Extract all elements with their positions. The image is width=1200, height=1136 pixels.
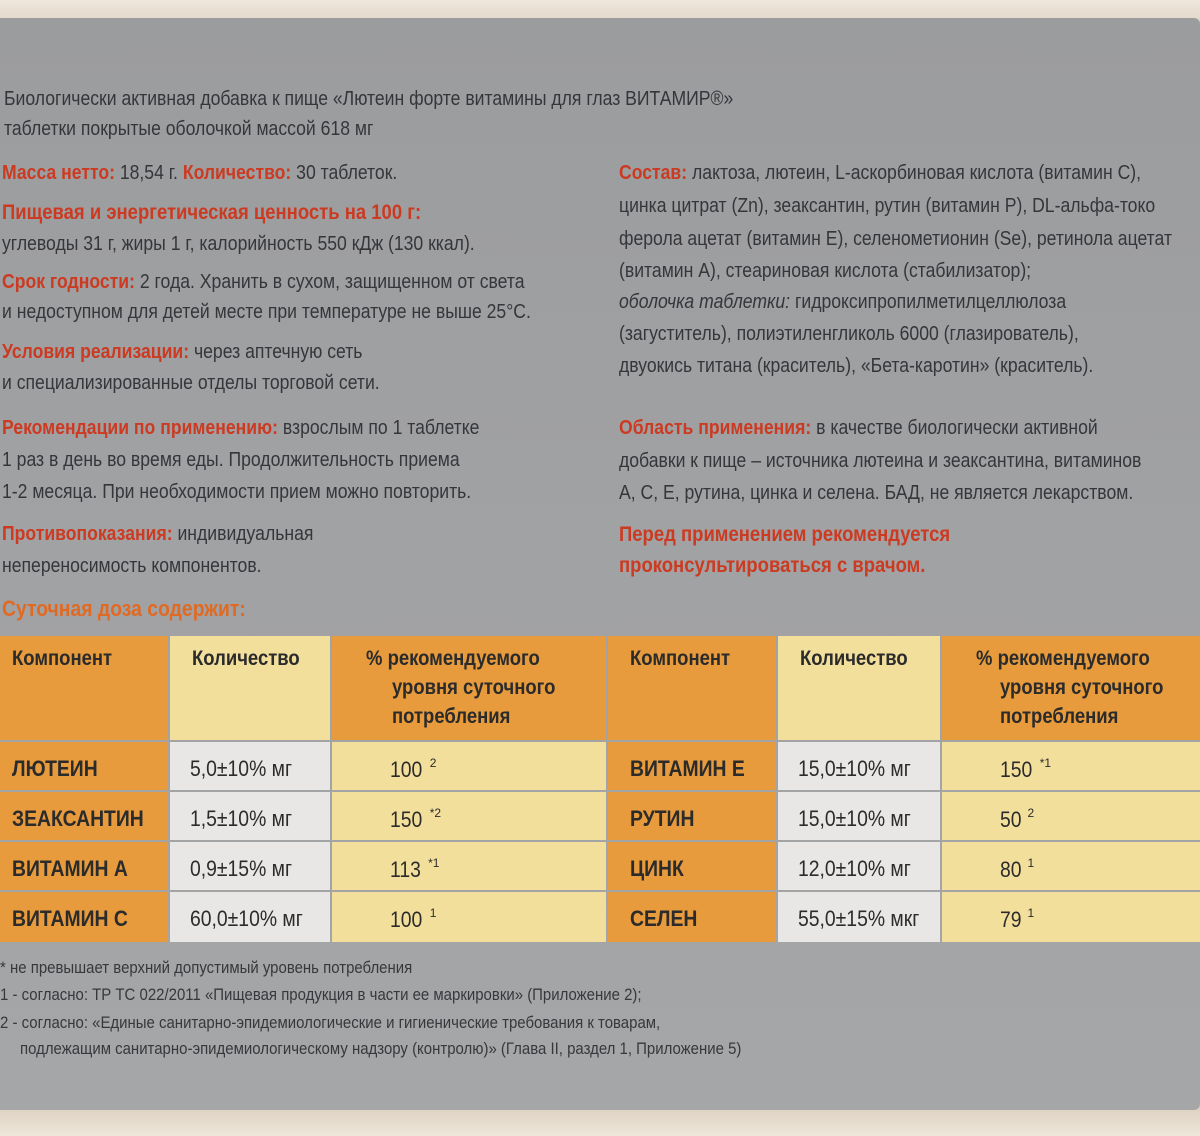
shelf-life-line-2: и недоступном для детей месте при температуре не выше 25°С.: [2, 301, 531, 323]
row-amount-vitamin-e: 15,0±10% мг: [778, 742, 940, 790]
row-pct-vitamin-e: 150 $^{*1}$: [942, 742, 1200, 790]
contra-line-1: [2, 519, 313, 549]
daily-dose-table: [0, 636, 1200, 942]
row-pct-lutein: 100 $^2$: [332, 742, 606, 790]
footnote-1: 1 - согласно: ТР ТС 022/2011 «Пищевая продукция в части ее маркировки» (Приложение 2);: [0, 985, 642, 1004]
row-name-zeaxanthin: ЗЕАКСАНТИН: [0, 792, 168, 840]
sale-label: Условия реализации:: [2, 341, 190, 363]
row-name-vitamin-c: ВИТАМИН С: [0, 892, 168, 942]
mass-label: Масса нетто:: [2, 162, 115, 184]
mass-line: [2, 158, 397, 188]
row-pct-vitamin-a: 113 $^{*1}$: [332, 842, 606, 890]
row-name-vitamin-e: ВИТАМИН Е: [608, 742, 776, 790]
usage-line-1: [2, 413, 479, 443]
header-component-left: Компонент: [0, 636, 168, 740]
footnote-asterisk: * не превышает верхний допустимый уровень потребления: [0, 958, 413, 977]
sale-line-2: и специализированные отделы торговой сети.: [2, 372, 380, 394]
composition-line-1: [619, 158, 1141, 188]
warning-line-1: Перед применением рекомендуется: [619, 523, 951, 546]
footnote-2: 2 - согласно: «Единые санитарно-эпидемиологические и гигиенические требования к товарам,: [0, 1013, 661, 1032]
row-amount-selenium: 55,0±15% мкг: [778, 892, 940, 942]
row-pct-zinc: 80 $^1$: [942, 842, 1200, 890]
sale-value: через аптечную сеть: [189, 341, 363, 363]
row-amount-rutin: 15,0±10% мг: [778, 792, 940, 840]
usage-line-3: 1-2 месяца. При необходимости прием можно повторить.: [2, 481, 472, 503]
composition-line-6: (загуститель), полиэтиленгликоль 6000 (глазирователь),: [619, 323, 1079, 345]
row-amount-vitamin-a: 0,9±15% мг: [170, 842, 330, 890]
mass-value: 18,54 г.: [114, 162, 178, 184]
composition-line-7: двуокись титана (краситель), «Бета-каротин» (краситель).: [619, 355, 1094, 377]
nutrition-value: углеводы 31 г, жиры 1 г, калорийность 550 кДж (130 ккал).: [2, 233, 475, 255]
row-name-lutein: ЛЮТЕИН: [0, 742, 168, 790]
warning-line-2: проконсультироваться с врачом.: [619, 554, 926, 577]
header-amount-left: Количество: [170, 636, 330, 740]
header-component-right: Компонент: [608, 636, 776, 740]
coating-label: оболочка таблетки:: [619, 291, 791, 313]
composition-text-1: лактоза, лютеин, L-аскорбиновая кислота (витамин С),: [687, 162, 1142, 184]
row-pct-zeaxanthin: 150 $^{*2}$: [332, 792, 606, 840]
composition-line-5: [619, 287, 1066, 317]
row-amount-zeaxanthin: 1,5±10% мг: [170, 792, 330, 840]
area-line-1: [619, 413, 1098, 443]
row-name-vitamin-a: ВИТАМИН А: [0, 842, 168, 890]
row-pct-rutin: 50 $^2$: [942, 792, 1200, 840]
header-pct-right: % рекомендуемого уровня суточного потребления: [942, 636, 1200, 740]
area-text-1: в качестве биологически активной: [811, 417, 1098, 439]
row-pct-selenium: 79 $^1$: [942, 892, 1200, 942]
header-pct-left: % рекомендуемого уровня суточного потребления: [332, 636, 606, 740]
quantity-value: 30 таблеток.: [291, 162, 398, 184]
row-pct-vitamin-c: 100 $^1$: [332, 892, 606, 942]
row-name-zinc: ЦИНК: [608, 842, 776, 890]
usage-label: Рекомендации по применению:: [2, 417, 278, 439]
row-amount-zinc: 12,0±10% мг: [778, 842, 940, 890]
daily-dose-title: Суточная доза содержит:: [2, 596, 246, 621]
sale-line-1: [2, 337, 362, 367]
row-amount-lutein: 5,0±10% мг: [170, 742, 330, 790]
row-name-rutin: РУТИН: [608, 792, 776, 840]
row-name-selenium: СЕЛЕН: [608, 892, 776, 942]
footnote-2-continued: подлежащим санитарно-эпидемиологическому надзору (контролю)» (Глава II, раздел 1, Приложение 5): [20, 1039, 742, 1058]
composition-line-4: (витамин А), стеариновая кислота (стабилизатор);: [619, 260, 1032, 282]
contra-line-2: непереносимость компонентов.: [2, 555, 262, 577]
shelf-life-label: Срок годности:: [2, 271, 135, 293]
shelf-life-value: 2 года. Хранить в сухом, защищенном от света: [134, 271, 525, 293]
nutrition-label: Пищевая и энергетическая ценность на 100 г:: [2, 201, 422, 224]
area-line-2: добавки к пище – источника лютеина и зеаксантина, витаминов: [619, 450, 1142, 472]
area-label: Область применения:: [619, 417, 812, 439]
shelf-life-line-1: [2, 267, 525, 297]
product-title: Биологически активная добавка к пище «Лютеин форте витамины для глаз ВИТАМИР®»: [4, 88, 734, 110]
quantity-label: Количество:: [182, 162, 292, 184]
composition-text-5: гидроксипропилметилцеллюлоза: [790, 291, 1067, 313]
row-amount-vitamin-c: 60,0±10% мг: [170, 892, 330, 942]
usage-line-2: 1 раз в день во время еды. Продолжительность приема: [2, 449, 460, 471]
composition-line-3: ферола ацетат (витамин Е), селенометионин (Se), ретинола ацетат: [619, 228, 1173, 250]
header-amount-right: Количество: [778, 636, 940, 740]
usage-value: взрослым по 1 таблетке: [277, 417, 480, 439]
composition-label: Состав:: [619, 162, 688, 184]
contra-value: индивидуальная: [172, 523, 314, 545]
area-line-3: А, С, Е, рутина, цинка и селена. БАД, не является лекарством.: [619, 482, 1134, 504]
product-subtitle: таблетки покрытые оболочкой массой 618 мг: [4, 118, 374, 140]
composition-line-2: цинка цитрат (Zn), зеаксантин, рутин (витамин Р), DL-альфа-токо: [619, 195, 1156, 217]
contra-label: Противопоказания:: [2, 523, 173, 545]
